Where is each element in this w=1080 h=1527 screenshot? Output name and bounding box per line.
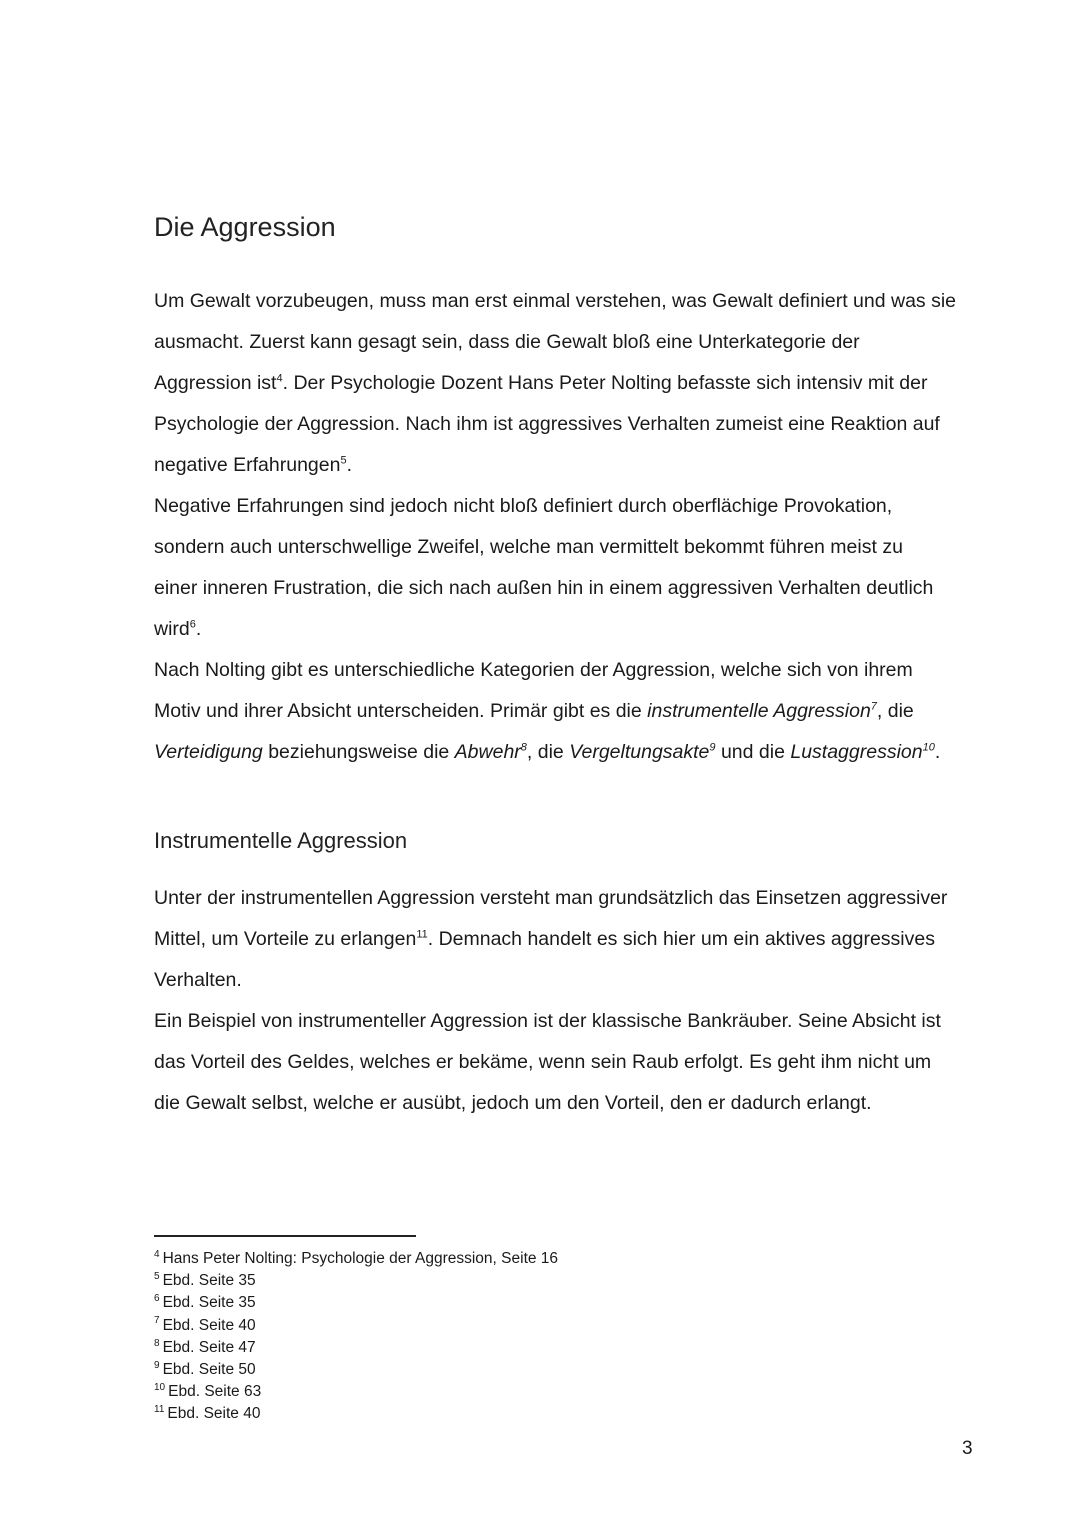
footnote-ref: 5	[340, 454, 347, 467]
text-run: Um Gewalt vorzubeugen, muss man erst einmal verstehen, was Gewalt definiert und was sie	[154, 290, 957, 312]
footnote-ref: 4	[276, 372, 283, 385]
text-line	[154, 1042, 984, 1083]
section-body-aggression	[154, 281, 984, 773]
footnote-text: Ebd. Seite 40	[162, 1316, 256, 1334]
text-run: .	[195, 618, 202, 640]
footnote-text: Ebd. Seite 35	[162, 1272, 256, 1290]
footnote-number: 7	[154, 1315, 160, 1327]
footnote-text: Hans Peter Nolting: Psychologie der Aggression, Seite 16	[162, 1250, 559, 1267]
text-run: .	[346, 454, 353, 476]
footnote-item	[154, 1403, 558, 1425]
text-line	[154, 732, 984, 773]
text-run: wird	[154, 618, 190, 640]
text-line	[154, 650, 984, 691]
text-run: das Vorteil des Geldes, welches er bekäme, wenn sein Raub erfolgt. Es geht ihm nicht um	[154, 1051, 932, 1073]
footnote-number: 5	[154, 1271, 160, 1283]
text-line	[154, 527, 984, 568]
footnote-item	[154, 1359, 558, 1381]
text-line	[154, 486, 984, 527]
text-run: Ein Beispiel von instrumenteller Aggression ist der klassische Bankräuber. Seine Absicht ist	[154, 1010, 941, 1032]
text-line	[154, 609, 984, 650]
text-line	[154, 960, 984, 1001]
footnote-ref: 6	[189, 618, 196, 631]
emphasized-term: Abwehr	[454, 741, 521, 763]
text-line	[154, 568, 984, 609]
text-run: Psychologie der Aggression. Nach ihm ist aggressives Verhalten zumeist eine Reaktion auf	[154, 413, 940, 435]
emphasized-term: Verteidigung	[154, 741, 263, 763]
text-run: ausmacht. Zuerst kann gesagt sein, dass die Gewalt bloß eine Unterkategorie der	[154, 331, 860, 353]
emphasized-term: instrumentelle Aggression	[647, 700, 871, 722]
text-run: einer inneren Frustration, die sich nach außen hin in einem aggressiven Verhalten deutlich	[154, 577, 934, 599]
footnote-item	[154, 1315, 558, 1337]
footnote-ref: 10	[922, 741, 935, 754]
text-line	[154, 691, 984, 732]
footnote-number: 9	[154, 1359, 160, 1371]
text-run: Negative Erfahrungen sind jedoch nicht bloß definiert durch oberflächige Provokation,	[154, 495, 893, 517]
text-run: Verhalten.	[154, 969, 242, 991]
section-body-instrumental-aggression	[154, 878, 984, 1124]
text-run: die Gewalt selbst, welche er ausübt, jedoch um den Vorteil, den er dadurch erlangt.	[154, 1092, 872, 1114]
text-line	[154, 1083, 984, 1124]
text-line	[154, 322, 984, 363]
footnote-text: Ebd. Seite 47	[162, 1338, 256, 1356]
footnote-item	[154, 1381, 558, 1403]
footnote-number: 4	[154, 1248, 160, 1260]
emphasized-term: Lustaggression	[790, 741, 923, 763]
text-run: . Demnach handelt es sich hier um ein aktives aggressives	[427, 928, 935, 950]
footnote-text: Ebd. Seite 63	[168, 1383, 262, 1401]
footnote-text: Ebd. Seite 35	[162, 1294, 256, 1312]
text-line	[154, 363, 984, 404]
footnote-list	[154, 1248, 558, 1426]
text-run: und die	[715, 741, 791, 763]
text-run: beziehungsweise die	[262, 741, 455, 763]
footnote-ref: 7	[870, 700, 877, 713]
section-heading-instrumental-aggression: Instrumentelle Aggression	[154, 828, 408, 853]
text-run: Mittel, um Vorteile zu erlangen	[154, 928, 417, 950]
footnote-ref: 11	[416, 928, 428, 941]
footnote-number: 6	[154, 1293, 160, 1305]
text-line	[154, 445, 984, 486]
section-heading-aggression: Die Aggression	[154, 212, 336, 242]
text-run: sondern auch unterschwellige Zweifel, welche man vermittelt bekommt führen meist zu	[154, 536, 903, 558]
text-line	[154, 919, 984, 960]
footnote-number: 11	[154, 1404, 165, 1416]
page-number: 3	[962, 1438, 973, 1459]
footnote-item	[154, 1337, 558, 1359]
text-run: negative Erfahrungen	[154, 454, 341, 476]
footnote-separator	[154, 1235, 416, 1237]
text-line	[154, 404, 984, 445]
text-line	[154, 281, 984, 322]
footnote-item	[154, 1248, 558, 1270]
text-run: Nach Nolting gibt es unterschiedliche Kategorien der Aggression, welche sich von ihrem	[154, 659, 913, 681]
text-run: Unter der instrumentellen Aggression versteht man grundsätzlich das Einsetzen aggressiver	[154, 887, 948, 909]
text-run: Motiv und ihrer Absicht unterscheiden. Primär gibt es die	[154, 700, 648, 722]
footnote-item	[154, 1292, 558, 1314]
text-line	[154, 1001, 984, 1042]
footnote-text: Ebd. Seite 50	[162, 1361, 256, 1379]
text-run: . Der Psychologie Dozent Hans Peter Nolting befasste sich intensiv mit der	[282, 372, 928, 394]
text-run: , die	[876, 700, 914, 722]
text-line	[154, 878, 984, 919]
footnote-number: 8	[154, 1337, 160, 1349]
emphasized-term: Vergeltungsakte	[569, 741, 710, 763]
footnote-number: 10	[154, 1382, 166, 1394]
text-run: , die	[526, 741, 570, 763]
footnote-ref: 8	[520, 741, 527, 754]
text-run: .	[934, 741, 941, 763]
footnote-ref: 9	[709, 741, 716, 754]
text-run: Aggression ist	[154, 372, 277, 394]
footnote-text: Ebd. Seite 40	[167, 1405, 261, 1423]
footnote-item	[154, 1270, 558, 1292]
